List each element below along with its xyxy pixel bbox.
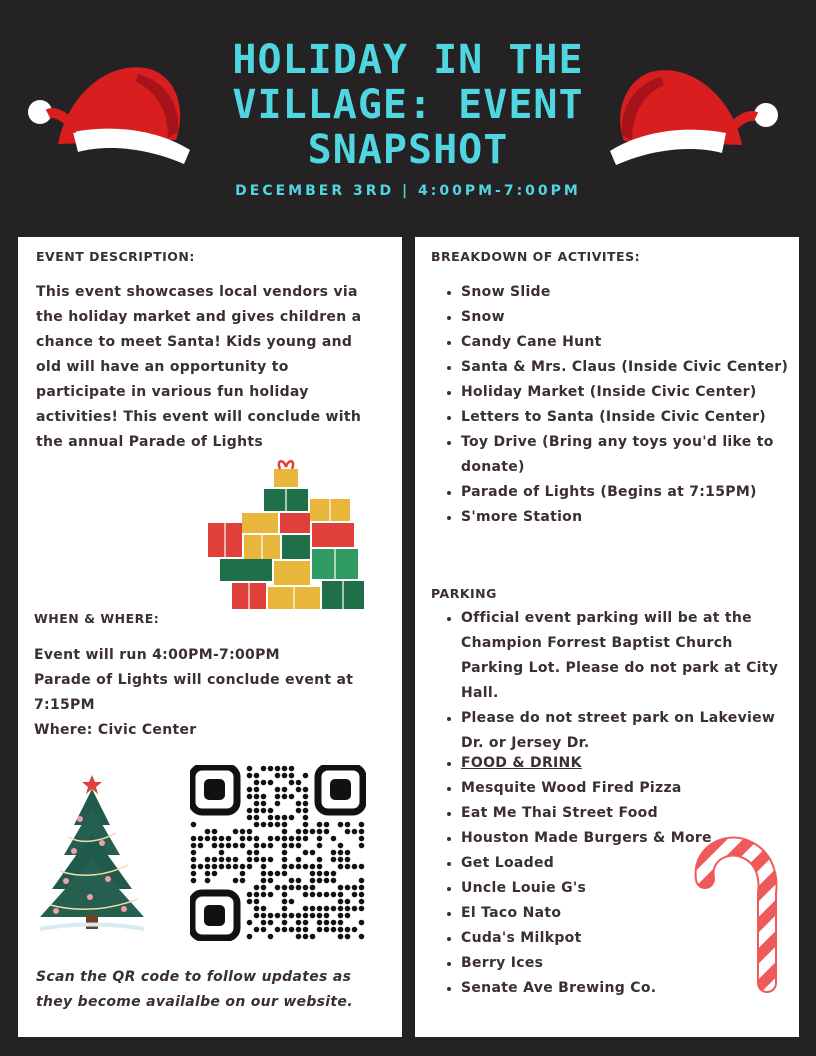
title-line: VILLAGE: EVENT [232,82,584,128]
list-item: • Please do not street park on Lakeview Dr. or Jersey Dr. [461,706,797,756]
food-heading: • FOOD & DRINK [461,751,801,776]
parking-list [435,606,797,756]
description-line: This event showcases local vendors via [36,284,358,300]
list-item: • Mesquite Wood Fired Pizza [461,776,801,801]
event-date-time: DECEMBER 3RD | 4:00PM-7:00PM [235,183,581,199]
when-line: 7:15PM [34,697,95,713]
list-item: • Senate Ave Brewing Co. [461,976,801,1001]
description-line: the holiday market and gives children a [36,309,362,325]
list-item: • Uncle Louie G's [461,876,801,901]
list-item: • Houston Made Burgers & More [461,826,801,851]
qr-note-line: Scan the QR code to follow updates as [36,969,352,985]
parking-heading: PARKING [431,586,497,601]
list-item: • Santa & Mrs. Claus (Inside Civic Center) [461,355,791,380]
list-item: • Berry Ices [461,951,801,976]
description-line: old will have an opportunity to [36,359,289,375]
title-line: SNAPSHOT [307,127,509,173]
when-line: Event will run 4:00PM-7:00PM [34,647,280,663]
santa-hat-icon [18,52,194,164]
qr-code[interactable] [190,765,366,941]
list-item: • Letters to Santa (Inside Civic Center) [461,405,791,430]
description-line: the annual Parade of Lights [36,434,263,450]
list-item: • Parade of Lights (Begins at 7:15PM) [461,480,791,505]
description-text [36,280,396,455]
left-panel [18,237,402,1037]
christmas-tree-icon [32,767,150,937]
list-item: • Eat Me Thai Street Food [461,801,801,826]
when-where-heading: WHEN & WHERE: [34,611,160,626]
list-item: • S'more Station [461,505,791,530]
when-line: Parade of Lights will conclude event at [34,672,354,688]
page-title [170,38,646,173]
list-item: • Candy Cane Hunt [461,330,791,355]
list-item: • El Taco Nato [461,901,801,926]
list-item: • Snow Slide [461,280,791,305]
qr-note [36,965,396,1015]
description-line: chance to meet Santa! Kids young and [36,334,353,350]
when-where-text [34,643,394,743]
when-line: Where: Civic Center [34,722,197,738]
gift-stack-icon [206,457,368,615]
activities-heading: BREAKDOWN OF ACTIVITES: [431,249,641,264]
list-item: • Snow [461,305,791,330]
description-line: activities! This event will conclude with [36,409,362,425]
list-item: • Cuda's Milkpot [461,926,801,951]
list-item: • Toy Drive (Bring any toys you'd like to donate) [461,430,791,480]
description-heading: EVENT DESCRIPTION: [36,249,195,264]
list-item: • Holiday Market (Inside Civic Center) [461,380,791,405]
description-line: participate in various fun holiday [36,384,309,400]
list-item: • Get Loaded [461,851,801,876]
qr-note-line: they become availalbe on our website. [36,994,353,1010]
candy-cane-icon [687,833,787,993]
activities-list [435,280,791,530]
right-panel [415,237,799,1037]
title-line: HOLIDAY IN THE [232,37,584,83]
list-item: • Official event parking will be at the Champion Forrest Baptist Church Parking Lot. Please do not park at City Hall. [461,606,797,706]
